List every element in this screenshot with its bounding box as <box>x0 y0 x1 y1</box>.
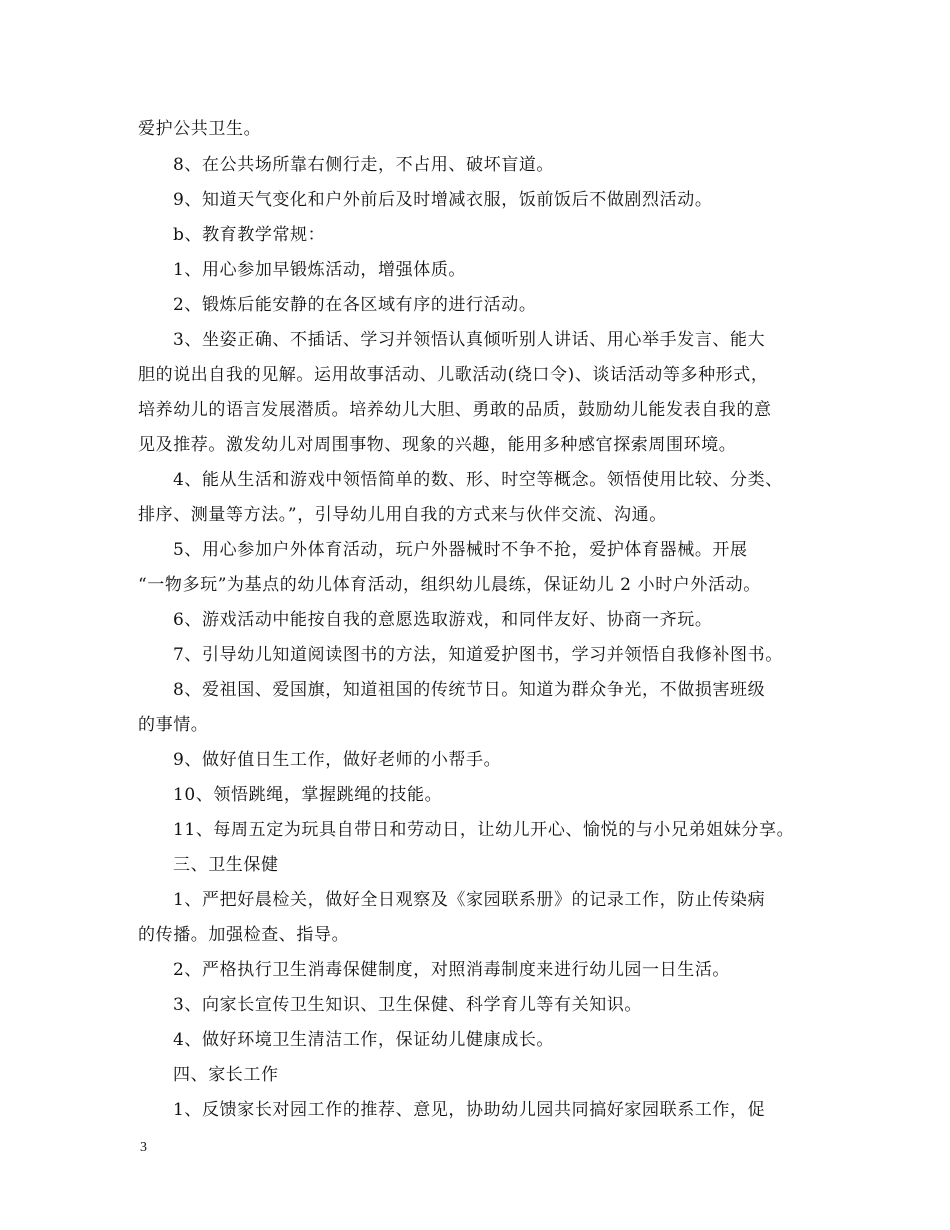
text-line: 的事情。 <box>138 715 209 735</box>
text-line: 见及推荐。激发幼儿对周围事物、现象的兴趣，能用多种感官探索周围环境。 <box>138 435 737 455</box>
text-line: 8、爱祖国、爱国旗，知道祖国的传统节日。知道为群众争光，不做损害班级 <box>173 680 766 700</box>
text-line: 7、引导幼儿知道阅读图书的方法，知道爱护图书，学习并领悟自我修补图书。 <box>173 645 783 665</box>
text-line: 4、能从生活和游戏中领悟简单的数、形、时空等概念。领悟使用比较、分类、 <box>173 470 783 490</box>
text-line: b、教育教学常规： <box>173 225 326 245</box>
text-line: 培养幼儿的语言发展潜质。培养幼儿大胆、勇敢的品质，鼓励幼儿能发表自我的意 <box>138 400 772 420</box>
text-line: 10、领悟跳绳，掌握跳绳的技能。 <box>173 785 443 805</box>
text-line: 3、坐姿正确、不插话、学习并领悟认真倾听别人讲话、用心举手发言、能大 <box>173 330 766 350</box>
section-heading: 三、卫生保健 <box>173 855 279 875</box>
text-line: 胆的说出自我的见解。运用故事活动、儿歌活动(绕口令)、谈话活动等多种形式， <box>138 365 769 385</box>
text-line: 2、锻炼后能安静的在各区域有序的进行活动。 <box>173 295 537 315</box>
page-number: 3 <box>140 1140 147 1155</box>
text-line: 6、游戏活动中能按自我的意愿选取游戏，和同伴友好、协商一齐玩。 <box>173 610 713 630</box>
text-line: “一物多玩”为基点的幼儿体育活动，组织幼儿晨练，保证幼儿 2 小时户外活动。 <box>138 575 761 595</box>
text-line: 的传播。加强检查、指导。 <box>138 925 350 945</box>
text-line: 2、严格执行卫生消毒保健制度，对照消毒制度来进行幼儿园一日生活。 <box>173 960 731 980</box>
text-line: 8、在公共场所靠右侧行走，不占用、破坏盲道。 <box>173 155 555 175</box>
text-line: 1、用心参加早锻炼活动，增强体质。 <box>173 260 467 280</box>
text-line: 9、做好值日生工作，做好老师的小帮手。 <box>173 750 502 770</box>
text-line: 9、知道天气变化和户外前后及时增减衣服，饭前饭后不做剧烈活动。 <box>173 190 713 210</box>
text-line: 1、反馈家长对园工作的推荐、意见，协助幼儿园共同搞好家园联系工作，促 <box>173 1100 766 1120</box>
text-line: 爱护公共卫生。 <box>138 119 262 139</box>
text-line: 4、做好环境卫生清洁工作，保证幼儿健康成长。 <box>173 1030 555 1050</box>
text-line: 1、严把好晨检关，做好全日观察及《家园联系册》的记录工作，防止传染病 <box>173 890 766 910</box>
text-line: 排序、测量等方法。”，引导幼儿用自我的方式来与伙伴交流、沟通。 <box>138 505 667 525</box>
text-line: 5、用心参加户外体育活动，玩户外器械时不争不抢，爱护体育器械。开展 <box>173 540 748 560</box>
text-line: 11、每周五定为玩具自带日和劳动日，让幼儿开心、愉悦的与小兄弟姐妹分享。 <box>173 820 795 840</box>
text-line: 3、向家长宣传卫生知识、卫生保健、科学育儿等有关知识。 <box>173 995 643 1015</box>
section-heading: 四、家长工作 <box>173 1065 279 1085</box>
